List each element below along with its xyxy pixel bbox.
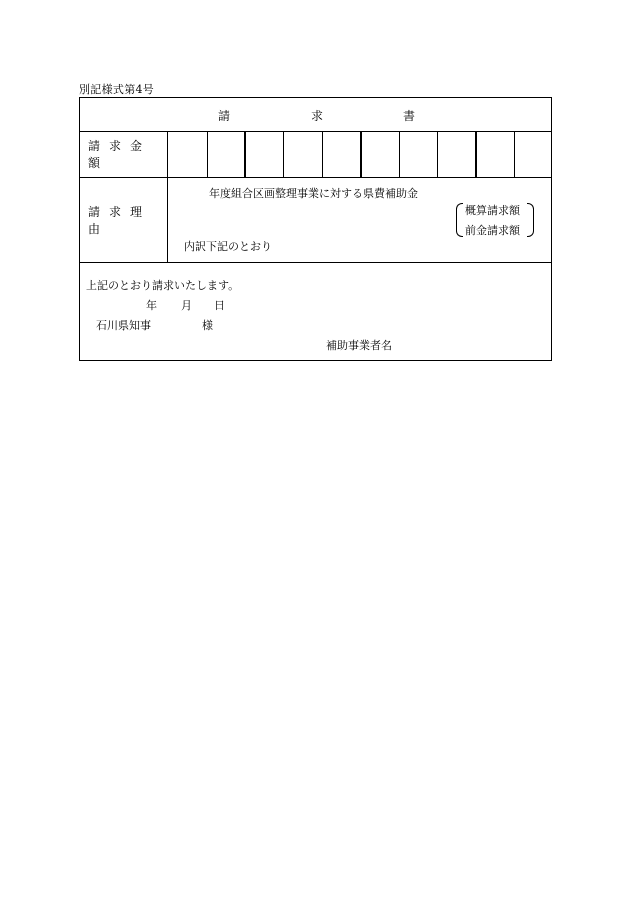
form-number-label: 別記様式第4号 xyxy=(79,83,155,96)
reason-row xyxy=(80,177,551,263)
addressee: 石川県知事 xyxy=(96,319,151,332)
amount-row xyxy=(80,131,551,178)
digit-box[interactable] xyxy=(438,131,477,177)
applicant-label: 補助事業者名 xyxy=(326,339,392,352)
digit-box[interactable] xyxy=(208,131,246,177)
title-char-3: 書 xyxy=(403,109,416,123)
statement-text: 上記のとおり請求いたします。 xyxy=(86,279,240,292)
reason-line: 年度組合区画整理事業に対する県費補助金 xyxy=(209,187,418,200)
claim-form xyxy=(79,97,552,361)
digit-box[interactable] xyxy=(477,131,515,177)
reason-label: 請求理由 xyxy=(80,177,168,262)
bracket-left xyxy=(456,203,463,237)
digit-box[interactable] xyxy=(323,131,362,177)
honorific: 様 xyxy=(202,319,213,332)
date-year: 年 xyxy=(146,299,157,312)
date-month: 月 xyxy=(181,299,192,312)
bracket-right xyxy=(527,203,534,237)
option-approximate: 概算請求額 xyxy=(465,204,520,217)
date-day: 日 xyxy=(214,299,225,312)
amount-label: 請求金額 xyxy=(80,131,168,177)
option-advance: 前金請求額 xyxy=(465,224,520,237)
digit-box[interactable] xyxy=(168,131,208,177)
title-char-2: 求 xyxy=(311,109,324,123)
title-row xyxy=(80,98,551,132)
digit-box[interactable] xyxy=(515,131,551,177)
digit-box[interactable] xyxy=(284,131,323,177)
title-char-1: 請 xyxy=(218,109,231,123)
digit-box[interactable] xyxy=(400,131,438,177)
digit-box[interactable] xyxy=(246,131,284,177)
breakdown-note: 内訳下記のとおり xyxy=(184,240,272,253)
digit-box[interactable] xyxy=(362,131,400,177)
